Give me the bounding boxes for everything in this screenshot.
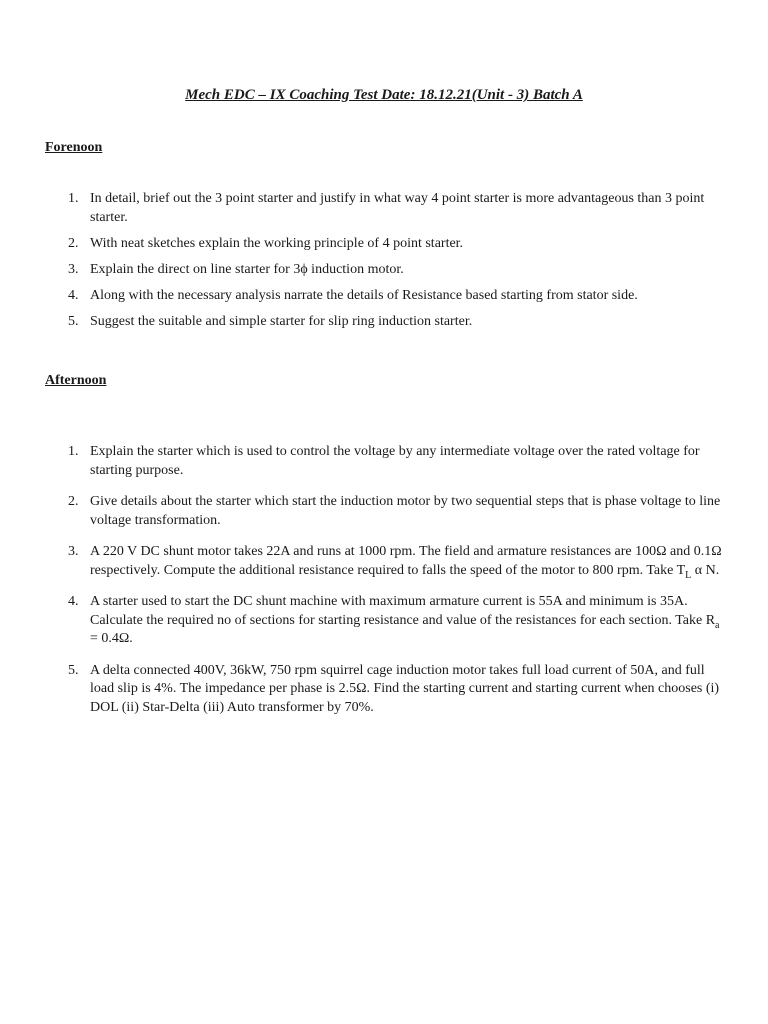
subscript: a xyxy=(715,619,720,631)
question-text: A 220 V DC shunt motor takes 22A and runs at 1000 rpm. The field and armature resistances are 100Ω and 0.1Ω respectively. Compute the additional resistance required to falls the speed of the motor to 800 rpm. Take T xyxy=(90,544,722,578)
afternoon-question-3 xyxy=(68,543,730,581)
question-number: 3. xyxy=(68,544,79,559)
forenoon-question-3 xyxy=(68,261,730,280)
afternoon-question-5 xyxy=(68,662,730,718)
question-number: 2. xyxy=(68,494,79,509)
afternoon-question-1 xyxy=(68,443,730,480)
question-text: Give details about the starter which start the induction motor by two sequential steps that is phase voltage to line voltage transformation. xyxy=(90,494,721,528)
afternoon-question-4 xyxy=(68,593,730,649)
question-text: Suggest the suitable and simple starter for slip ring induction starter. xyxy=(90,313,473,329)
question-text: Along with the necessary analysis narrate the details of Resistance based starting from stator side. xyxy=(90,287,638,303)
forenoon-question-2 xyxy=(68,235,730,254)
question-text: In detail, brief out the 3 point starter and justify in what way 4 point starter is more advantageous than 3 point starter. xyxy=(90,191,705,225)
question-text: Explain the direct on line starter for 3ϕ induction motor. xyxy=(90,261,404,277)
question-number: 4. xyxy=(68,287,79,303)
question-text: A delta connected 400V, 36kW, 750 rpm squirrel cage induction motor takes full load current of 50A, and full load slip is 4%. The impedance per phase is 2.5Ω. Find the starting current and starting current when chooses (i) DOL (ii) Star-Delta (iii) Auto transformer by 70%. xyxy=(90,662,720,715)
forenoon-heading: Forenoon xyxy=(45,140,103,155)
question-text: With neat sketches explain the working principle of 4 point starter. xyxy=(90,235,464,251)
question-number: 4. xyxy=(68,594,79,609)
question-number: 2. xyxy=(68,235,79,251)
afternoon-heading: Afternoon xyxy=(45,373,107,388)
question-number: 3. xyxy=(68,261,79,277)
question-number: 1. xyxy=(68,191,79,206)
forenoon-question-list xyxy=(68,190,730,339)
question-number: 5. xyxy=(68,662,79,678)
question-text: A starter used to start the DC shunt machine with maximum armature current is 55A and minimum is 35A. Calculate the required no of sections for starting resistance and value of the resistances for each section. Take R xyxy=(90,594,716,628)
afternoon-question-list xyxy=(68,443,730,730)
forenoon-question-1 xyxy=(68,190,730,227)
document-title: Mech EDC – IX Coaching Test Date: 18.12.21(Unit - 3) Batch A xyxy=(185,87,583,103)
subscript: L xyxy=(685,569,692,581)
forenoon-question-5 xyxy=(68,313,730,332)
question-text-end: = 0.4Ω. xyxy=(90,631,133,646)
forenoon-question-4 xyxy=(68,287,730,306)
question-text: Explain the starter which is used to control the voltage by any intermediate voltage over the rated voltage for starting purpose. xyxy=(90,444,700,478)
question-number: 5. xyxy=(68,313,79,329)
question-number: 1. xyxy=(68,444,79,459)
question-text-end: α N. xyxy=(691,562,720,578)
afternoon-question-2 xyxy=(68,493,730,530)
